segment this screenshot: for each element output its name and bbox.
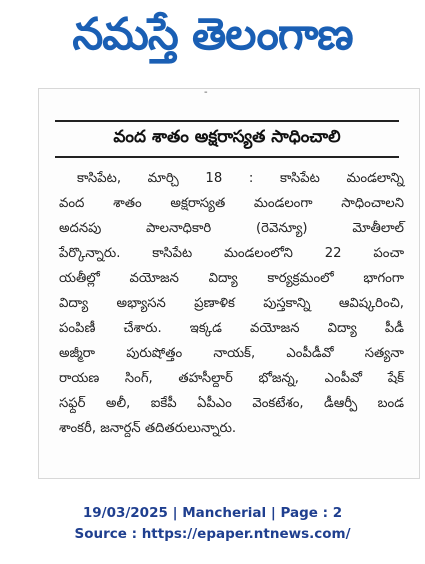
date-edition-page: 19/03/2025 | Mancherial | Page : 2 [82, 505, 343, 521]
source-footer [0, 503, 425, 545]
clipping-fragment: - [204, 88, 208, 98]
article-line: పేర్కొన్నారు. కాసిపేట మండలంలోని 22 పంచా [59, 246, 404, 261]
article-line: పంపిణీ చేశారు. ఇక్కడ వయోజన విద్యా పీడీ [59, 321, 404, 336]
article-clipping [38, 88, 420, 479]
article-headline: వంద శాతం అక్షరాస్యత సాధించాలి [55, 120, 399, 158]
article-line: కాసిపేట, మార్చి 18 : కాసిపేట మండలాన్ని [77, 171, 404, 186]
source-url[interactable]: Source : https://epaper.ntnews.com/ [74, 526, 351, 542]
article-line: విద్యా అభ్యాసన ప్రణాళిక పుస్తకాన్ని ఆవిష్కరించి, [59, 296, 404, 311]
article-line: అజ్మీరా పురుషోత్తం నాయక్, ఎంపీడీవో సత్యనా [59, 346, 404, 361]
article-line: రాయణ సింగ్, తహసీల్దార్ భోజన్న, ఎంపీవో షేక్ [59, 371, 404, 386]
masthead-logo [10, 4, 415, 76]
article-body [59, 166, 404, 441]
article-line: అదనపు పాలనాధికారి (రెవెన్యూ) మోతీలాల్ [59, 221, 404, 236]
article-line: వంద శాతం అక్షరాస్యత మండలంగా సాధించాలని [59, 196, 404, 211]
article-line: యతీల్లో వయోజన విద్యా కార్యక్రమంలో భాగంగా [59, 271, 404, 286]
masthead-title: నమస్తే తెలంగాణ [72, 9, 353, 60]
article-line: సఫ్దర్ అలీ, ఐకేపీ ఏపీఎం వెంకటేశం, డీఆర్పీ బండ [59, 396, 404, 411]
article-line: శాంకరీ, జనార్దన్ తదితరులున్నారు. [59, 421, 237, 436]
